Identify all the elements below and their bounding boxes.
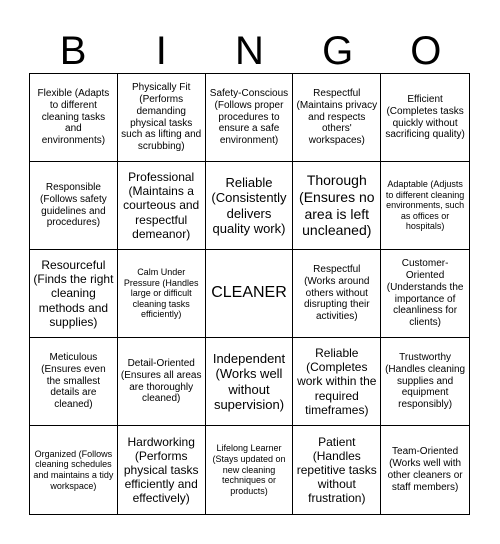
header-letter-b: B <box>59 29 87 73</box>
bingo-cell-r3-c1[interactable]: Resourceful (Finds the right cleaning methods and supplies) <box>30 250 118 338</box>
bingo-cell-r1-c4[interactable]: Respectful (Maintains privacy and respects others' workspaces) <box>293 74 381 162</box>
bingo-cell-r1-c5[interactable]: Efficient (Completes tasks quickly without sacrificing quality) <box>381 74 469 162</box>
bingo-cell-r2-c5[interactable]: Adaptable (Adjusts to different cleaning environments, such as offices or hospitals) <box>381 162 469 250</box>
header-letter-g: G <box>322 29 354 73</box>
bingo-cell-r2-c3[interactable]: Reliable (Consistently delivers quality work) <box>206 162 294 250</box>
bingo-cell-r4-c5[interactable]: Trustworthy (Handles cleaning supplies and equipment responsibly) <box>381 338 469 426</box>
bingo-cell-r5-c5[interactable]: Team-Oriented (Works well with other cleaners or staff members) <box>387 446 463 493</box>
bingo-cell-r1-c2[interactable]: Physically Fit (Performs demanding physical tasks such as lifting and scrubbing) <box>118 74 206 162</box>
bingo-cell-r3-c5[interactable]: Customer-Oriented (Understands the importance of cleanliness for clients) <box>381 250 469 338</box>
bingo-cell-r3-c2[interactable]: Calm Under Pressure (Handles large or difficult cleaning tasks efficiently) <box>118 250 206 338</box>
header-letter-n: N <box>235 29 264 73</box>
bingo-cell-r1-c1[interactable]: Flexible (Adapts to different cleaning tasks and environments) <box>30 74 118 162</box>
header-letter-i: I <box>155 29 167 73</box>
bingo-cell-r4-c2[interactable]: Detail-Oriented (Ensures all areas are thoroughly cleaned) <box>118 338 206 426</box>
bingo-cell-r4-c4[interactable]: Reliable (Completes work within the required timeframes) <box>293 338 381 426</box>
bingo-cell-r4-c3[interactable]: Independent (Works well without supervision) <box>206 338 294 426</box>
header-letter-o: O <box>410 29 442 73</box>
bingo-cell-r1-c3[interactable]: Safety-Conscious (Follows proper procedures to ensure a safe environment) <box>206 74 294 162</box>
bingo-cell-r2-c4[interactable]: Thorough (Ensures no area is left uncleaned) <box>293 162 381 250</box>
bingo-cell-r5-c4[interactable]: Patient (Handles repetitive tasks without frustration) <box>293 426 381 514</box>
bingo-cell-r2-c2[interactable]: Professional (Maintains a courteous and respectful demeanor) <box>118 162 206 250</box>
bingo-cell-r4-c1[interactable]: Meticulous (Ensures even the smallest details are cleaned) <box>30 338 118 426</box>
bingo-cell-r5-c2[interactable]: Hardworking (Performs physical tasks efficiently and effectively) <box>118 426 206 514</box>
bingo-header <box>29 28 470 74</box>
bingo-cell-r2-c1[interactable]: Responsible (Follows safety guidelines and procedures) <box>30 162 118 250</box>
bingo-free-space[interactable]: CLEANER <box>206 250 294 338</box>
bingo-card-grid <box>29 73 470 515</box>
bingo-cell-r5-c3[interactable]: Lifelong Learner (Stays updated on new cleaning techniques or products) <box>206 426 294 514</box>
bingo-cell-r3-c4[interactable]: Respectful (Works around others without disrupting their activities) <box>293 250 381 338</box>
bingo-cell-r5-c1[interactable]: Organized (Follows cleaning schedules and maintains a tidy workspace) <box>30 426 118 514</box>
